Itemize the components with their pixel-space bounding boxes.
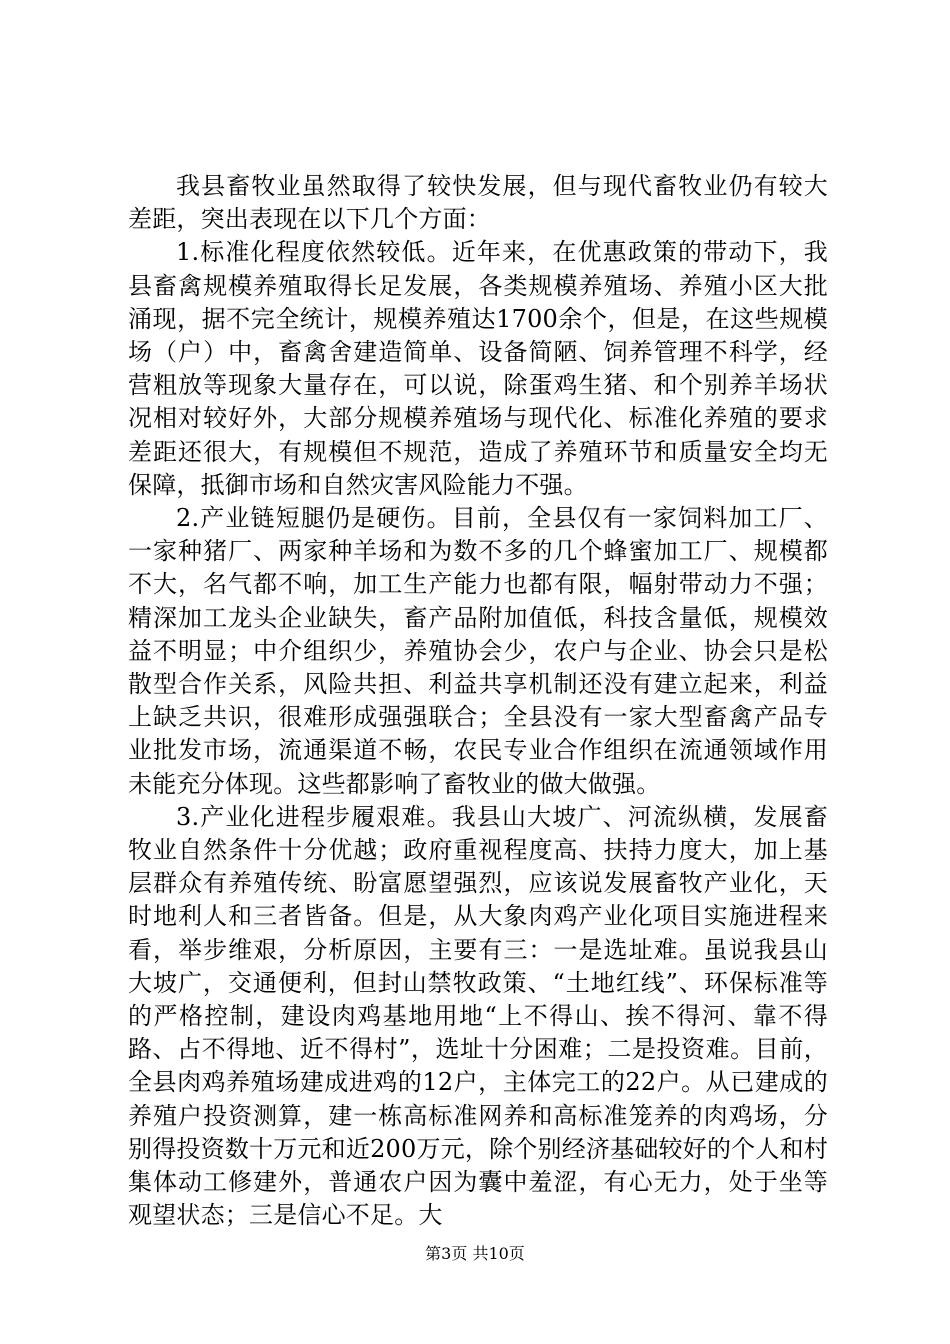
body-text — [128, 170, 828, 1233]
paragraph-industry-chain: 2.产业链短腿仍是硬伤。目前，全县仅有一家饲料加工厂、一家种猪厂、两家种羊场和为数不多的几个蜂蜜加工厂、规模都不大，名气都不响，加工生产能力也都有限，幅射带动力不强；精深加工龙头企业缺失，畜产品附加值低，科技含量低，规模效益不明显；中介组织少，养殖协会少，农户与企业、协会只是松散型合作关系，风险共担、利益共享机制还没有建立起来，利益上缺乏共识，很难形成强强联合；全县没有一家大型畜禽产品专业批发市场，流通渠道不畅，农民专业合作组织在流通领域作用未能充分体现。这些都影响了畜牧业的做大做强。 — [128, 504, 828, 798]
paragraph-intro: 我县畜牧业虽然取得了较快发展，但与现代畜牧业仍有较大差距，突出表现在以下几个方面： — [128, 172, 828, 234]
page-number-footer: 第3页 共10页 — [425, 1244, 525, 1263]
paragraph-industrialization: 3.产业化进程步履艰难。我县山大坡广、河流纵横，发展畜牧业自然条件十分优越；政府重视程度高、扶持力度大，加上基层群众有养殖传统、盼富愿望强烈，应该说发展畜牧产业化，天时地利人和三者皆备。但是，从大象肉鸡产业化项目实施进程来看，举步维艰，分析原因，主要有三：一是选址难。虽说我县山大坡广，交通便利，但封山禁牧政策、“土地红线”、环保标准等的严格控制，建设肉鸡基地用地“上不得山、挨不得河、靠不得路、占不得地、近不得村”，选址十分困难；二是投资难。目前，全县肉鸡养殖场建成进鸡的12户，主体完工的22户。从已建成的养殖户投资测算，建一栋高标准网养和高标准笼养的肉鸡场，分别得投资数十万元和近200万元，除个别经济基础较好的个人和村集体动工修建外，普通农户因为囊中羞涩，有心无力，处于坐等观望状态；三是信心不足。大 — [128, 802, 828, 1230]
paragraph-standardization: 1.标准化程度依然较低。近年来，在优惠政策的带动下，我县畜禽规模养殖取得长足发展，各类规模养殖场、养殖小区大批涌现，据不完全统计，规模养殖达1700余个，但是，在这些规模场（户）中，畜禽舍建造简单、设备简陋、饲养管理不科学，经营粗放等现象大量存在，可以说，除蛋鸡生猪、和个别养羊场状况相对较好外，大部分规模养殖场与现代化、标准化养殖的要求差距还很大，有规模但不规范，造成了养殖环节和质量安全均无保障，抵御市场和自然灾害风险能力不强。 — [128, 238, 828, 499]
